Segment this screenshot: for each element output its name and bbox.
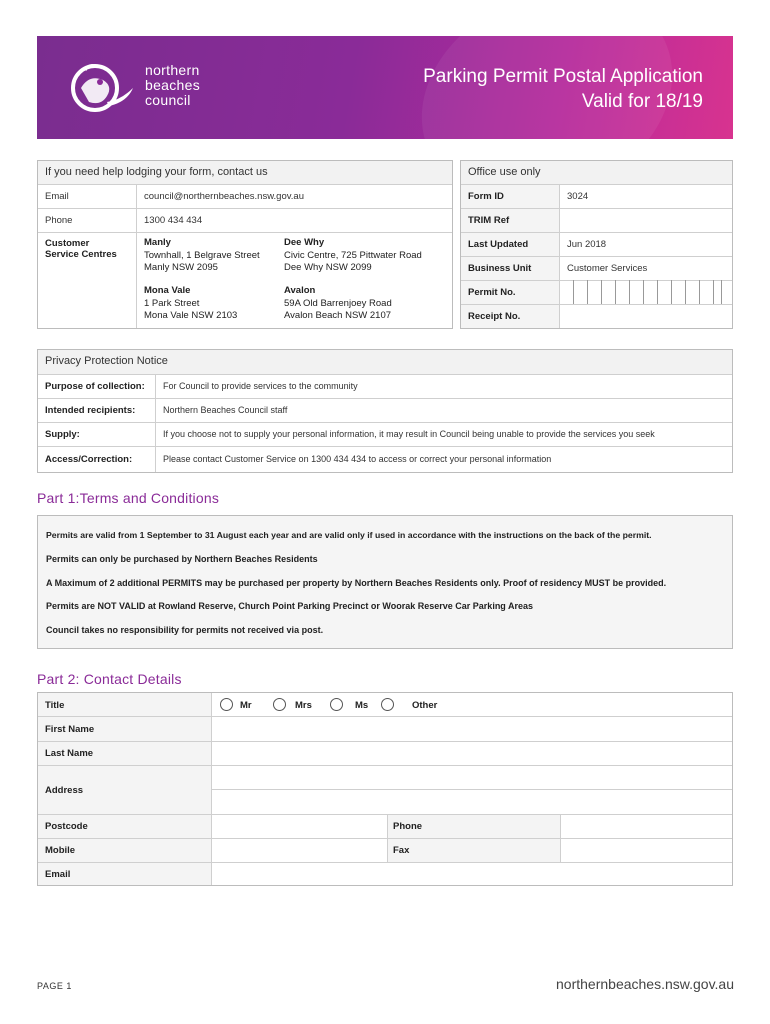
phone-value: 1300 434 434: [144, 215, 203, 226]
centres-label: [45, 238, 117, 260]
part1-title: Part 1:Terms and Conditions: [37, 490, 220, 506]
email-label: Email: [45, 191, 69, 202]
office-label: Last Updated: [468, 239, 529, 250]
privacy-value: Northern Beaches Council staff: [163, 405, 288, 415]
term-item: Council takes no responsibility for permits not received via post.: [46, 625, 324, 635]
fax-label: Fax: [393, 845, 410, 856]
radio-ms-label: Ms: [355, 700, 369, 711]
page-number: PAGE 1: [37, 981, 72, 991]
centre-line: Townhall, 1 Belgrave Street: [144, 249, 260, 261]
centre-line: Mona Vale NSW 2103: [144, 310, 238, 321]
centre-manly: [144, 237, 260, 275]
privacy-value: Please contact Customer Service on 1300 434 434 to access or correct your personal information: [163, 454, 552, 464]
title-label: Title: [45, 700, 65, 711]
help-heading: If you need help lodging your form, contact us: [45, 166, 268, 178]
org-line-3: council: [145, 92, 191, 108]
email-input[interactable]: [212, 863, 732, 885]
phone-label: Phone: [45, 215, 73, 226]
centre-name: Dee Why: [284, 237, 325, 248]
office-label: Form ID: [468, 191, 504, 202]
term-item: Permits can only be purchased by Northern Beaches Residents: [46, 554, 318, 564]
postcode-label: Postcode: [45, 821, 88, 832]
centre-line: Civic Centre, 725 Pittwater Road: [284, 249, 422, 261]
centre-name: Avalon: [284, 285, 316, 296]
org-name: [145, 63, 200, 108]
privacy-heading: Privacy Protection Notice: [45, 355, 168, 367]
centre-avalon: [284, 285, 392, 323]
radio-mr-label: Mr: [240, 700, 252, 711]
form-title: [423, 64, 703, 114]
term-item: Permits are valid from 1 September to 31 August each year and are valid only if used in accordance with the instructions on the back of the permit.: [46, 530, 652, 540]
form-title-line-1: Parking Permit Postal Application: [423, 66, 703, 87]
radio-mrs[interactable]: [273, 698, 286, 711]
centre-dee-why: [284, 237, 422, 275]
office-value: Jun 2018: [567, 239, 607, 250]
radio-mrs-label: Mrs: [295, 700, 312, 711]
header-banner: [37, 36, 733, 139]
centres-label-2: Service Centres: [45, 249, 117, 260]
privacy-label: Intended recipients:: [45, 405, 136, 416]
fax-input[interactable]: [561, 839, 732, 862]
first-name-input[interactable]: [212, 717, 732, 740]
last-name-input[interactable]: [212, 742, 732, 765]
radio-ms[interactable]: [330, 698, 343, 711]
centre-line: 59A Old Barrenjoey Road: [284, 297, 392, 309]
term-item: A Maximum of 2 additional PERMITS may be purchased per property by Northern Beaches Residents only. Proof of residency MUST be provided.: [46, 578, 667, 588]
org-line-1: northern: [145, 62, 200, 78]
org-line-2: beaches: [145, 77, 201, 93]
privacy-label: Supply:: [45, 429, 80, 440]
first-name-label: First Name: [45, 724, 95, 735]
office-label: TRIM Ref: [468, 215, 510, 226]
privacy-label: Purpose of collection:: [45, 381, 145, 392]
office-label: Business Unit: [468, 263, 532, 274]
centre-line: Avalon Beach NSW 2107: [284, 310, 392, 321]
term-item: Permits are NOT VALID at Rowland Reserve, Church Point Parking Precinct or Woorak Reserve Car Parking Areas: [46, 601, 533, 611]
centres-label-1: Customer: [45, 238, 90, 249]
permit-number-boxes[interactable]: [559, 280, 732, 304]
phone-field-label: Phone: [393, 821, 423, 832]
last-name-label: Last Name: [45, 748, 94, 759]
phone-input[interactable]: [561, 815, 732, 838]
address-label: Address: [45, 785, 84, 796]
address-input-line-1[interactable]: [212, 766, 732, 789]
office-label: Receipt No.: [468, 311, 521, 322]
email-value[interactable]: council@northernbeaches.nsw.gov.au: [144, 191, 304, 202]
postcode-input[interactable]: [212, 815, 387, 838]
centre-mona-vale: [144, 285, 237, 323]
centre-line: 1 Park Street: [144, 297, 200, 309]
council-logo-icon: [67, 58, 142, 118]
address-input-line-2[interactable]: [212, 790, 732, 813]
centre-line: Dee Why NSW 2099: [284, 262, 372, 273]
centre-line: Manly NSW 2095: [144, 262, 218, 273]
mobile-input[interactable]: [212, 839, 387, 862]
radio-other-label: Other: [412, 700, 438, 711]
privacy-value: For Council to provide services to the community: [163, 381, 358, 391]
email-field-label: Email: [45, 869, 71, 880]
radio-other[interactable]: [381, 698, 394, 711]
office-label: Permit No.: [468, 287, 516, 298]
privacy-label: Access/Correction:: [45, 454, 133, 465]
centre-name: Manly: [144, 237, 171, 248]
office-value: 3024: [567, 191, 589, 202]
part2-title: Part 2: Contact Details: [37, 671, 182, 687]
office-value: Customer Services: [567, 263, 648, 274]
form-title-line-2: Valid for 18/19: [581, 91, 703, 112]
footer-url[interactable]: northernbeaches.nsw.gov.au: [556, 976, 734, 992]
mobile-label: Mobile: [45, 845, 76, 856]
privacy-value: If you choose not to supply your personal information, it may result in Council being unable to provide the services you seek: [163, 429, 655, 439]
radio-mr[interactable]: [220, 698, 233, 711]
centre-name: Mona Vale: [144, 285, 191, 296]
office-heading: Office use only: [468, 166, 541, 178]
terms-box: [37, 515, 733, 649]
